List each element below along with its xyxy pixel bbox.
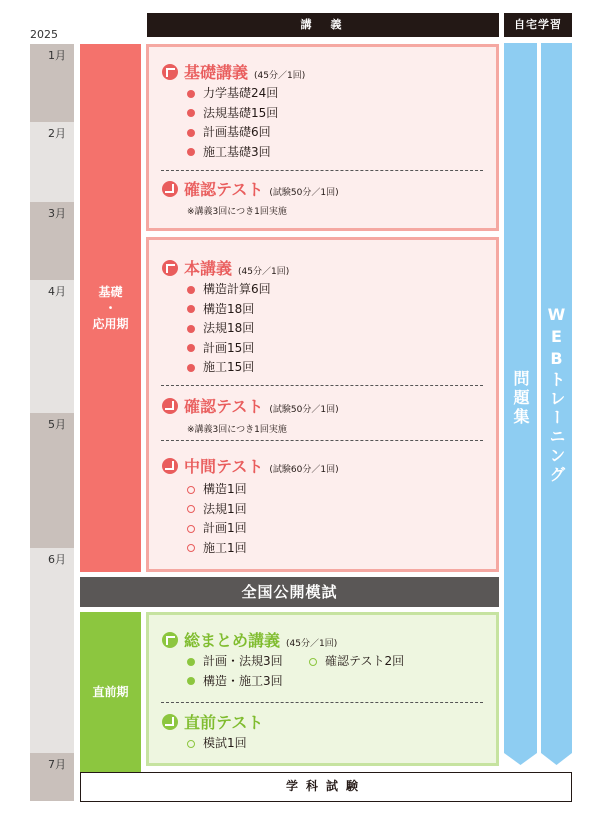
- phase-final: 直前期: [80, 612, 141, 772]
- web-training-label: WEBトレーニング: [547, 305, 566, 485]
- arrow-down-icon: [162, 398, 178, 414]
- final-test-title: 直前テスト: [162, 710, 263, 733]
- list-item: 法規基礎15回: [187, 104, 278, 124]
- list-item: 計画基礎6回: [187, 123, 278, 143]
- month-4: 4月: [30, 280, 74, 413]
- main-lecture-title: 本講義 (45分／1回): [162, 256, 289, 279]
- list-item: 施工基礎3回: [187, 143, 278, 163]
- arrow-down-icon: [162, 458, 178, 474]
- month-5: 5月: [30, 413, 74, 548]
- list-item: 計画1回: [187, 519, 247, 539]
- month-1: 1月: [30, 44, 74, 122]
- list-item: 計画15回: [187, 339, 271, 359]
- basic-lecture-items: [187, 84, 278, 162]
- list-item: 力学基礎24回: [187, 84, 278, 104]
- exam-box: 学科試験: [80, 772, 572, 802]
- main-lecture-box: [146, 237, 499, 572]
- arrow-up-icon: [162, 260, 178, 276]
- final-lecture-items: [187, 652, 283, 691]
- header-home-study: 自宅学習: [504, 13, 572, 37]
- list-item: 構造18回: [187, 300, 271, 320]
- mid-test-items: [187, 480, 247, 558]
- mid-test-title: 中間テスト (試験60分／1回): [162, 454, 339, 477]
- workbook-label: 問題集: [511, 370, 530, 427]
- arrow-down-icon: [162, 714, 178, 730]
- final-test-items: [187, 734, 247, 754]
- list-item: 施工1回: [187, 539, 247, 559]
- divider: [161, 702, 483, 703]
- list-item: 確認テスト2回: [309, 652, 404, 672]
- arrow-down-icon: [162, 181, 178, 197]
- month-7: 7月: [30, 753, 74, 801]
- list-item: 法規18回: [187, 319, 271, 339]
- final-side-item: [309, 652, 404, 672]
- list-item: 模試1回: [187, 734, 247, 754]
- main-lecture-items: [187, 280, 271, 378]
- basic-test-title: 確認テスト (試験50分／1回): [162, 177, 339, 200]
- month-3: 3月: [30, 202, 74, 280]
- phase-basic: 基礎 ・ 応用期: [80, 44, 141, 572]
- final-lecture-title: 総まとめ講義 (45分／1回): [162, 628, 337, 651]
- divider: [161, 170, 483, 171]
- main-test-note: ※講義3回につき1回実施: [187, 425, 287, 435]
- month-2: 2月: [30, 122, 74, 202]
- header-lecture: 講 義: [147, 13, 499, 37]
- divider: [161, 440, 483, 441]
- year-label: 2025: [30, 28, 58, 41]
- basic-lecture-title: 基礎講義 (45分／1回): [162, 60, 305, 83]
- list-item: 計画・法規3回: [187, 652, 283, 672]
- mock-exam-bar: 全国公開模試: [80, 577, 499, 607]
- list-item: 構造・施工3回: [187, 672, 283, 692]
- month-6: 6月: [30, 548, 74, 753]
- list-item: 施工15回: [187, 358, 271, 378]
- main-test-title: 確認テスト (試験50分／1回): [162, 394, 339, 417]
- basic-test-note: ※講義3回につき1回実施: [187, 207, 287, 217]
- final-lecture-box: [146, 612, 499, 766]
- arrow-up-icon: [162, 64, 178, 80]
- list-item: 構造計算6回: [187, 280, 271, 300]
- basic-lecture-box: [146, 44, 499, 231]
- list-item: 法規1回: [187, 500, 247, 520]
- arrow-up-icon: [162, 632, 178, 648]
- divider: [161, 385, 483, 386]
- list-item: 構造1回: [187, 480, 247, 500]
